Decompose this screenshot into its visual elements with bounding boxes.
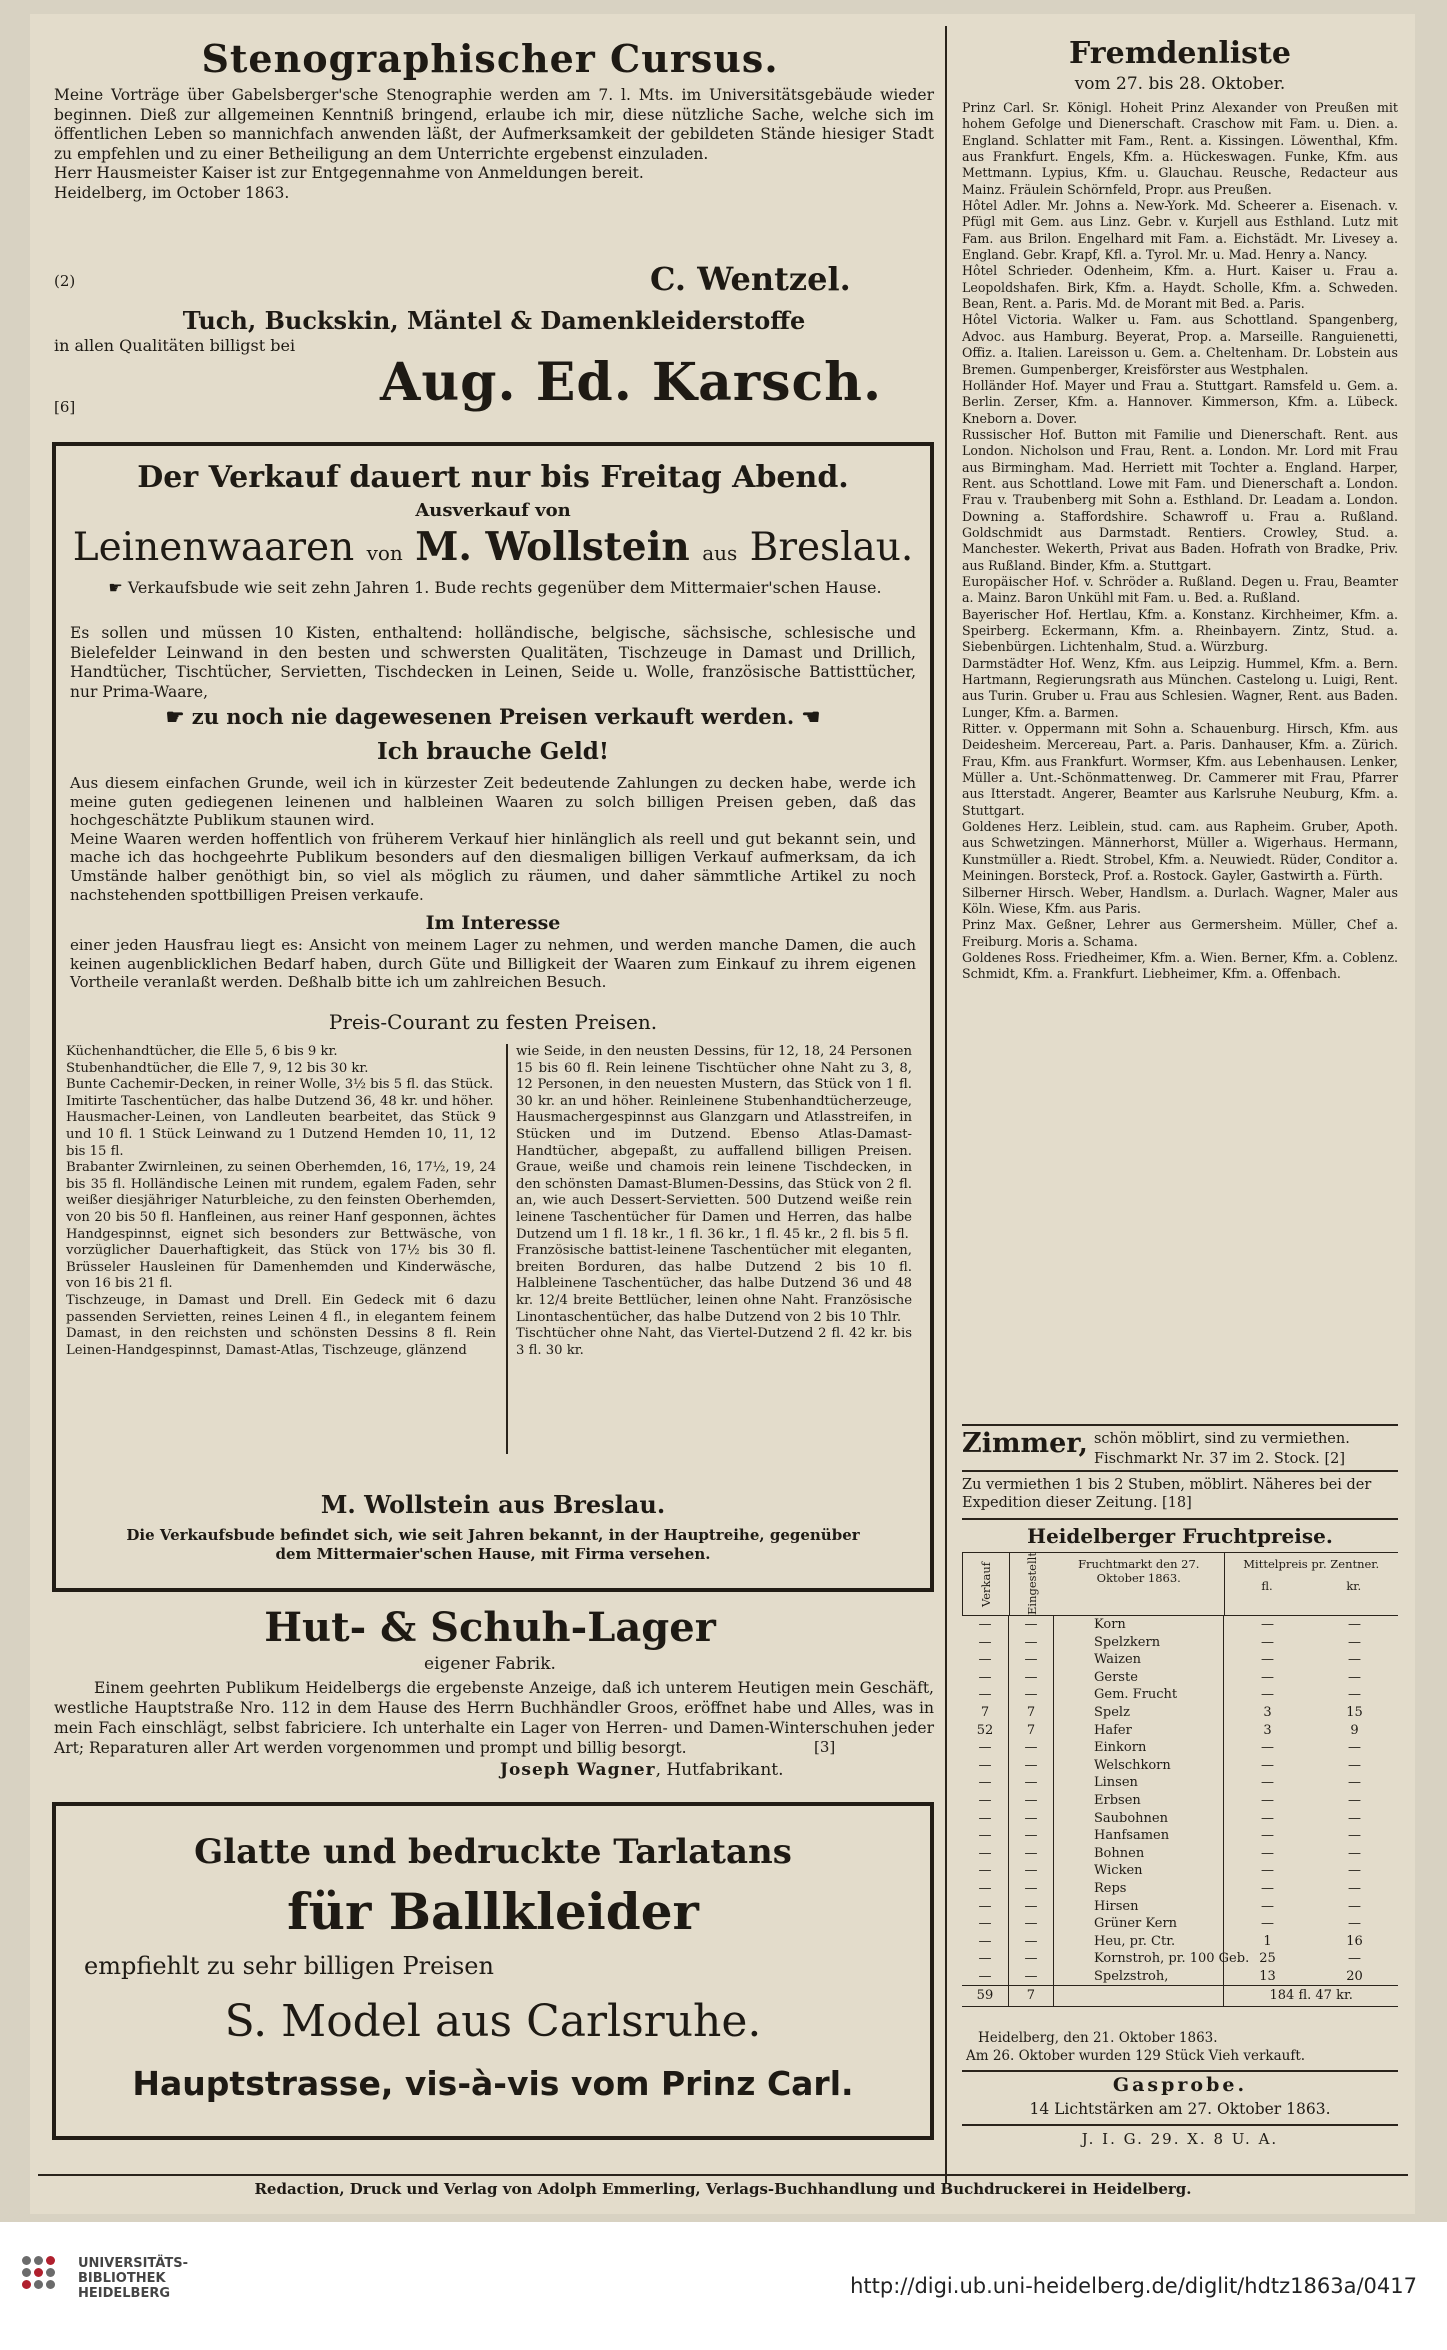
frucht-cell-kr: — xyxy=(1348,1810,1361,1826)
frucht-cell-verkauf: — xyxy=(962,1616,1009,1634)
preis-courant-title: Preis-Courant zu festen Preisen. xyxy=(328,1010,658,1034)
frucht-cell-eingestellt: — xyxy=(1009,1898,1054,1916)
frucht-date: Heidelberg, den 21. Oktober 1863. xyxy=(978,2030,1218,2046)
frucht-cell-name: Kornstroh, pr. 100 Geb. xyxy=(1054,1950,1224,1968)
frucht-head-kr: kr. xyxy=(1346,1579,1362,1593)
frucht-row xyxy=(962,1651,1398,1669)
frucht-cell-eingestellt: 7 xyxy=(1009,1704,1054,1722)
frucht-cell-fl: — xyxy=(1261,1687,1274,1703)
frucht-cell-name: Reps xyxy=(1054,1880,1224,1898)
wollstein-geld: Ich brauche Geld! xyxy=(377,738,609,765)
library-logo[interactable] xyxy=(22,2256,202,2316)
frucht-cell-name: Gerste xyxy=(1054,1669,1224,1687)
frucht-cell-eingestellt: — xyxy=(1009,1686,1054,1704)
jig-line: J. I. G. 29. X. 8 U. A. xyxy=(1081,2130,1279,2148)
frucht-cell-name: Hafer xyxy=(1054,1722,1224,1740)
frucht-row xyxy=(962,1686,1398,1704)
frucht-cell-kr: 15 xyxy=(1346,1704,1363,1720)
frucht-cell-fl: 3 xyxy=(1263,1722,1272,1738)
frucht-cell-verkauf: — xyxy=(962,1774,1009,1792)
frucht-cell-kr: — xyxy=(1348,1845,1361,1861)
frucht-cell-name: Waizen xyxy=(1054,1651,1224,1669)
frucht-cell-verkauf: — xyxy=(962,1669,1009,1687)
frucht-cell-name: Hanfsamen xyxy=(1054,1827,1224,1845)
frucht-cell-eingestellt: — xyxy=(1009,1862,1054,1880)
wollstein-ausverkauf: Ausverkauf von xyxy=(415,500,571,521)
frucht-cell-fl: — xyxy=(1261,1880,1274,1896)
preis-col1: Küchenhandtücher, die Elle 5, 6 bis 9 kr. Stubenhandtücher, die Elle 7, 9, 12 bis 30 kr. Bunte Cachemir-Decken, in reiner Wolle, 3½ bis 5 fl. das Stück. Imitirte Taschentücher, das halbe Dutzend 36, 48 kr. und höher. Hausmacher-Leinen, von Landleuten bearbeitet, das Stück 9 und 10 fl. 1 Stück Leinwand zu 1 Dutzend Hemden 10, 11, 12 bis 15 fl. Brabanter Zwirnleinen, zu seinen Oberhemden, 16, 17½, 19, 24 bis 35 fl. Holländische Leinen mit rundem, egalem Faden, sehr weißer diesjähriger Naturbleiche, zu den feinsten Oberhemden, von 20 bis 50 fl. Hanfleinen, aus reiner Hanf gesponnen, ächtes Handgespinnst, eignet sich besonders zur Bettwäsche, von vorzüglicher Dauerhaftigkeit, das Stück von 17½ bis 30 fl. Brüsseler Hausleinen für Damenhemden und Kinderwäsche, von 16 bis 21 fl. Tischzeuge, in Damast und Drell. Ein Gedeck mit 6 dazu passenden Servietten, reines Leinen 4 fl., in elegantem feinem Damast, in den reichsten und schönsten Dessins 8 fl. Rein Leinen-Handgespinnst, Damast-Atlas, Tischzeuge, glänzend xyxy=(66,1044,496,1358)
frucht-cell-verkauf: — xyxy=(962,1686,1009,1704)
fremdenliste-title: Fremdenliste xyxy=(1069,36,1291,71)
frucht-cell-name: Gem. Frucht xyxy=(1054,1686,1224,1704)
frucht-cell-verkauf: — xyxy=(962,1968,1009,1986)
frucht-cell-eingestellt: — xyxy=(1009,1950,1054,1968)
wollstein-headline xyxy=(70,524,916,570)
logo-dots-icon xyxy=(22,2256,66,2300)
frucht-cell-name: Spelz xyxy=(1054,1704,1224,1722)
frucht-cell-fl: 25 xyxy=(1259,1951,1276,1967)
frucht-rule-top xyxy=(962,1518,1398,1520)
frucht-row xyxy=(962,1616,1398,1634)
hut-body: Einem geehrten Publikum Heidelbergs die ergebenste Anzeige, daß ich unterem Heutigen mein Geschäft, westliche Hauptstraße Nro. 112 in dem Hause des Herrn Buchhändler Groos, eröffnet habe und Alles, was in mein Fach einschlägt, selbst fabriciere. Ich unterhalte ein Lager von Herren- und Damen-Winterschuhen jeder Art; Reparaturen aller Art werden vorgenommen und prompt und billig besorgt. xyxy=(54,1679,934,1757)
frucht-cell-fl: — xyxy=(1261,1634,1274,1650)
frucht-row xyxy=(962,1915,1398,1933)
frucht-cell-eingestellt: — xyxy=(1009,1880,1054,1898)
steno-title: Stenographischer Cursus. xyxy=(201,36,779,81)
frucht-cell-fl: — xyxy=(1261,1828,1274,1844)
frucht-cell-kr: — xyxy=(1348,1652,1361,1668)
library-footer xyxy=(0,2222,1447,2350)
wollstein-foot: Die Verkaufsbude befindet sich, wie seit Jahren bekannt, in der Hauptreihe, gegenüber dem Mittermaier'schen Hause, mit Firma versehen. xyxy=(126,1526,860,1563)
frucht-cell-kr: — xyxy=(1348,1634,1361,1650)
frucht-cell-eingestellt: — xyxy=(1009,1933,1054,1951)
frucht-cell-eingestellt: — xyxy=(1009,1792,1054,1810)
frucht-cell-kr: — xyxy=(1348,1669,1361,1685)
frucht-head-mittel xyxy=(1225,1553,1399,1615)
frucht-row xyxy=(962,1898,1398,1916)
frucht-row xyxy=(962,1774,1398,1792)
frucht-cell-eingestellt: — xyxy=(1009,1634,1054,1652)
frucht-row xyxy=(962,1880,1398,1898)
frucht-row xyxy=(962,1968,1398,1986)
frucht-row xyxy=(962,1933,1398,1951)
frucht-cell-kr: — xyxy=(1348,1792,1361,1808)
frucht-cell-name: Saubohnen xyxy=(1054,1810,1224,1828)
headline-breslau: Breslau. xyxy=(749,525,914,570)
frucht-cell-kr: — xyxy=(1348,1916,1361,1932)
frucht-head-markt: Fruchtmarkt den 27. Oktober 1863. xyxy=(1054,1553,1225,1615)
fruchtpreise-title: Heidelberger Fruchtpreise. xyxy=(1027,1524,1333,1548)
frucht-cell-fl: — xyxy=(1261,1652,1274,1668)
frucht-row xyxy=(962,1792,1398,1810)
frucht-cell-name: Einkorn xyxy=(1054,1739,1224,1757)
frucht-cell-verkauf: — xyxy=(962,1810,1009,1828)
frucht-total-verkauf: 59 xyxy=(962,1986,1009,2006)
library-name-2: BIBLIOTHEK xyxy=(78,2271,166,2286)
frucht-head-eingestellt: Eingestellt xyxy=(1009,1553,1054,1615)
frucht-cell-fl: 1 xyxy=(1263,1933,1272,1949)
frucht-cell-fl: — xyxy=(1261,1669,1274,1685)
frucht-cell-verkauf: — xyxy=(962,1933,1009,1951)
frucht-cell-eingestellt: — xyxy=(1009,1739,1054,1757)
gas-rule xyxy=(962,2070,1398,2072)
frucht-cell-verkauf: — xyxy=(962,1845,1009,1863)
hut-sig-name: Joseph Wagner xyxy=(500,1760,656,1780)
tarlatan-line1: Glatte und bedruckte Tarlatans xyxy=(194,1832,792,1872)
frucht-cell-kr: — xyxy=(1348,1617,1361,1632)
steno-signature: C. Wentzel. xyxy=(650,260,851,298)
frucht-cell-eingestellt: — xyxy=(1009,1616,1054,1634)
frucht-cell-kr: — xyxy=(1348,1880,1361,1896)
source-url[interactable]: http://digi.ub.uni-heidelberg.de/diglit/hdtz1863a/0417 xyxy=(850,2274,1417,2298)
steno-number: (2) xyxy=(54,272,76,290)
frucht-cell-name: Bohnen xyxy=(1054,1845,1224,1863)
frucht-row xyxy=(962,1634,1398,1652)
frucht-cell-verkauf: — xyxy=(962,1739,1009,1757)
frucht-note: Am 26. Oktober wurden 129 Stück Vieh verkauft. xyxy=(966,2048,1306,2064)
frucht-cell-kr: — xyxy=(1348,1757,1361,1773)
frucht-cell-kr: — xyxy=(1348,1863,1361,1879)
frucht-cell-name: Heu, pr. Ctr. xyxy=(1054,1933,1224,1951)
headline-aus: aus xyxy=(702,541,738,565)
frucht-cell-fl: — xyxy=(1261,1845,1274,1861)
frucht-cell-verkauf: 7 xyxy=(962,1704,1009,1722)
frucht-head-verkauf: Verkauf xyxy=(962,1553,1009,1615)
vermieth-rule xyxy=(962,1470,1398,1472)
frucht-cell-fl: 13 xyxy=(1259,1968,1276,1984)
frucht-cell-fl: — xyxy=(1261,1757,1274,1773)
frucht-cell-name: Hirsen xyxy=(1054,1898,1224,1916)
wollstein-title: Der Verkauf dauert nur bis Freitag Abend. xyxy=(137,460,849,495)
frucht-cell-eingestellt: — xyxy=(1009,1810,1054,1828)
frucht-cell-kr: — xyxy=(1348,1775,1361,1791)
frucht-cell-verkauf: 52 xyxy=(962,1722,1009,1740)
frucht-row xyxy=(962,1704,1398,1722)
frucht-cell-fl: — xyxy=(1261,1792,1274,1808)
library-name-3: HEIDELBERG xyxy=(78,2286,171,2301)
frucht-cell-kr: 20 xyxy=(1346,1968,1363,1984)
frucht-cell-kr: — xyxy=(1348,1828,1361,1844)
frucht-cell-fl: — xyxy=(1261,1916,1274,1932)
newspaper-page xyxy=(30,14,1415,2214)
gasprobe-text: 14 Lichtstärken am 27. Oktober 1863. xyxy=(1029,2100,1331,2118)
frucht-row xyxy=(962,1862,1398,1880)
tuch-number: [6] xyxy=(54,398,76,416)
zimmer-ad xyxy=(962,1428,1402,1468)
frucht-row xyxy=(962,1950,1398,1968)
vermieth-ad: Zu vermiethen 1 bis 2 Stuben, möblirt. Näheres bei der Expedition dieser Zeitung. [18] xyxy=(962,1477,1372,1511)
frucht-head-fl: fl. xyxy=(1261,1579,1273,1593)
hut-signature xyxy=(500,1760,784,1780)
frucht-total-spacer xyxy=(1054,1986,1225,2006)
frucht-row xyxy=(962,1845,1398,1863)
gasprobe-title: Gasprobe. xyxy=(1112,2074,1248,2096)
wollstein-never: ☛ zu noch nie dagewesenen Preisen verkauft werden. ☚ xyxy=(165,704,821,729)
frucht-cell-kr: — xyxy=(1348,1740,1361,1756)
tarlatan-line4: S. Model aus Carlsruhe. xyxy=(224,1996,762,2047)
frucht-cell-fl: — xyxy=(1261,1617,1274,1632)
frucht-row xyxy=(962,1757,1398,1775)
frucht-cell-verkauf: — xyxy=(962,1898,1009,1916)
frucht-cell-kr: — xyxy=(1348,1687,1361,1703)
tarlatan-line2: für Ballkleider xyxy=(287,1882,699,1941)
frucht-row xyxy=(962,1827,1398,1845)
tuch-subline: in allen Qualitäten billigst bei xyxy=(54,336,296,355)
frucht-cell-eingestellt: — xyxy=(1009,1845,1054,1863)
frucht-cell-name: Korn xyxy=(1054,1616,1224,1634)
zimmer-text: schön möblirt, sind zu vermiethen. Fischmarkt Nr. 37 im 2. Stock. [2] xyxy=(1093,1431,1350,1467)
frucht-cell-verkauf: — xyxy=(962,1862,1009,1880)
frucht-cell-verkauf: — xyxy=(962,1792,1009,1810)
steno-body: Meine Vorträge über Gabelsberger'sche Stenographie werden am 7. l. Mts. im Universitätsgebäude wieder beginnen. Dieß zur allgemeinen Kenntniß bringend, erlaube ich mir, diese nützliche Sache, welche sich im öffentlichen Leben so mannichfach anwenden läßt, der Aufmerksamkeit der gebildeten Stände hiesiger Stadt zu empfehlen und zu einer Betheiligung an dem Unterrichte ergebenst einzuladen. Herr Hausmeister Kaiser ist zur Entgegennahme von Anmeldungen bereit. Heidelberg, im October 1863. xyxy=(54,86,934,202)
preis-col2: wie Seide, in den neusten Dessins, für 12, 18, 24 Personen 15 bis 60 fl. Rein leinene Tischtücher ohne Naht zu 3, 8, 12 Personen, in den neuesten Mustern, das Stück von 1 fl. 30 kr. an und höher. Reinleinene Stubenhandtücherzeuge, Hausmachergespinnst aus Glanzgarn und Atlasstreifen, in Stücken und im Dutzend. Ebenso Atlas-Damast-Handtücher, abgepaßt, zu auffallend billigen Preisen. Graue, weiße und chamois rein leinene Tischdecken, in den schönsten Damast-Blumen-Dessins, das Stück von 2 fl. an, wie auch Dessert-Servietten. 500 Dutzend weiße rein leinene Taschentücher für Damen und Herren, das halbe Dutzend um 1 fl. 18 kr., 1 fl. 36 kr., 1 fl. 45 kr., 2 fl. bis 5 fl. Französische battist-leinene Taschentücher mit eleganten, breiten Borduren, das halbe Dutzend 2 bis 10 fl. Halbleinene Taschentücher, das halbe Dutzend 36 und 48 kr. 12/4 breite Bettlücher, leinen ohne Naht. Französische Linontaschentücher, das halbe Dutzend von 2 bis 10 Thlr. Tischtücher ohne Naht, das Viertel-Dutzend 2 fl. 42 kr. bis 3 fl. 30 kr. xyxy=(516,1044,912,1358)
frucht-cell-verkauf: — xyxy=(962,1634,1009,1652)
frucht-cell-eingestellt: — xyxy=(1009,1669,1054,1687)
hut-sig-title: , Hutfabrikant. xyxy=(655,1760,784,1780)
frucht-cell-kr: 9 xyxy=(1350,1722,1359,1738)
frucht-cell-eingestellt: — xyxy=(1009,1827,1054,1845)
frucht-cell-eingestellt: — xyxy=(1009,1968,1054,1986)
hut-title: Hut- & Schuh-Lager xyxy=(264,1604,716,1651)
frucht-cell-fl: — xyxy=(1261,1810,1274,1826)
frucht-cell-verkauf: — xyxy=(962,1651,1009,1669)
fremdenliste-body: Prinz Carl. Sr. Königl. Hoheit Prinz Alexander von Preußen mit hohem Gefolge und Dienerschaft. Craschow mit Fam. u. Dien. a. England. Schlatter mit Fam., Rent. a. Kissingen. Löwenthal, Kfm. aus Frankfurt. Engels, Kfm. a. Hückeswagen. Funke, Kfm. aus Mettmann. Lypius, Kfm. u. Glauchau. Reusche, Redacteur aus Mainz. Fräulein Schörnfeld, Propr. aus Preußen. Hôtel Adler. Mr. Johns a. New-York. Md. Scheerer a. Eisenach. v. Pfügl mit Gem. aus Linz. Gebr. v. Kurjell aus Esthland. Lutz mit Fam. aus Brilon. Engelhard mit Fam. a. Eichstädt. Mr. Livesey a. England. Gebr. Krapf, Kfl. a. Tyrol. Mr. u. Mad. Henry a. Nancy. Hôtel Schrieder. Odenheim, Kfm. a. Hurt. Kaiser u. Frau a. Leopoldshafen. Birk, Kfm. a. Haydt. Scholle, Kfm. a. Schweden. Bean, Rent. a. Paris. Md. de Morant mit Bed. a. Paris. Hôtel Victoria. Walker u. Fam. aus Schottland. Spangenberg, Advoc. aus Hamburg. Beyerat, Prop. a. Marseille. Ranguienetti, Offiz. a. Italien. Lareisson u. Gem. a. Cheltenham. Dr. Lobstein aus Bremen. Gumpenberger, Kreisförster aus Westphalen. Holländer Hof. Mayer und Frau a. Stuttgart. Ramsfeld u. Gem. a. Berlin. Zerser, Kfm. a. Hannover. Kimmerson, Kfm. a. Lübeck. Kneborn a. Dover. Russischer Hof. Button mit Familie und Dienerschaft. Rent. aus London. Nicholson und Frau, Rent. a. London. Mr. Lord mit Frau aus Birmingham. Mad. Herriett mit Tochter a. England. Harper, Rent. aus Schottland. Lowe mit Fam. und Dienerschaft a. London. Frau v. Traubenberg mit Sohn a. Esthland. Dr. Leadam a. London. Downing a. Staffordshire. Schawroff u. Frau a. Rußland. Goldschmidt aus Darmstadt. Rentiers. Crowley, Stud. a. Manchester. Wekerth, Privat aus Baden. Hofrath von Bradke, Priv. aus Rußland. Binder, Kfm. a. Stuttgart. Europäischer Hof. v. Schröder a. Rußland. Degen u. Frau, Beamter a. Mainz. Baron Unkühl mit Fam. u. Bed. a. Rußland. Bayerischer Hof. Hertlau, Kfm. a. Konstanz. Kirchheimer, Kfm. a. Speirberg. Eckermann, Kfm. a. Rheinbayern. Zintz, Stud. a. Siebenbürgen. Lichtenhalm, Stud. a. Würzburg. Darmstädter Hof. Wenz, Kfm. aus Leipzig. Hummel, Kfm. a. Bern. Hartmann, Regierungsrath aus München. Castelong u. Luigi, Rent. aus Turin. Gruber u. Frau aus Schlesien. Wagner, Rent. aus Baden. Lunger, Kfm. a. Barmen. Ritter. v. Oppermann mit Sohn a. Schauenburg. Hirsch, Kfm. aus Deidesheim. Mercereau, Part. a. Paris. Danhauser, Kfm. a. Zürich. Frau, Kfm. aus Frankfurt. Wormser, Kfm. aus Lebenhausen. Lenker, Müller a. Unt.-Schönmattenweg. Dr. Cammerer mit Frau, Pfarrer aus Itterstadt. Angerer, Beamter aus Karlsruhe Neuburg, Kfm. a. Stuttgart. Goldenes Herz. Leiblein, stud. cam. aus Rapheim. Gruber, Apoth. aus Schwetzingen. Männerhorst, Müller a. Wigerhaus. Hermann, Kunstmüller a. Riedt. Strobel, Kfm. a. Neuwiedt. Rüder, Conditor a. Meiningen. Borsteck, Prof. a. Rostock. Gayler, Gastwirth a. Fürth. Silberner Hirsch. Weber, Handlsm. a. Durlach. Wagner, Maler aus Köln. Wiese, Kfm. aus Paris. Prinz Max. Geßner, Lehrer aus Germersheim. Müller, Chef a. Freiburg. Moris a. Schama. Goldenes Ross. Friedheimer, Kfm. a. Wien. Berner, Kfm. a. Coblenz. Schmidt, Kfm. a. Frankfurt. Liebheimer, Kfm. a. Offenbach. xyxy=(962,100,1398,982)
frucht-cell-eingestellt: — xyxy=(1009,1915,1054,1933)
frucht-cell-name: Spelzstroh, xyxy=(1054,1968,1224,1986)
zimmer-big: Zimmer, xyxy=(962,1428,1088,1459)
wollstein-body1: Es sollen und müssen 10 Kisten, enthaltend: holländische, belgische, sächsische, schlesische und Bielefelder Leinwand in den besten und schwersten Qualitäten, Tischzeuge in Damast und Drillich, Handtücher, Tischtücher, Servietten, Tischdecken in Leinen, Seide u. Wolle, französische Battisttücher, nur Prima-Waare, xyxy=(70,624,916,701)
library-name-1: UNIVERSITÄTS- xyxy=(78,2256,188,2271)
frucht-rows xyxy=(962,1616,1398,1985)
wollstein-body3: einer jeden Hausfrau liegt es: Ansicht von meinem Lager zu nehmen, und werden manche Damen, die auch keinen augenblicklichen Bedarf haben, durch Güte und Billigkeit der Waaren zum Einkauf zu ihrem eigenen Vortheile veranlaßt werden. Deßhalb bitte ich um zahlreichen Besuch. xyxy=(70,936,916,992)
karsch-name: Aug. Ed. Karsch. xyxy=(380,352,883,413)
frucht-row xyxy=(962,1722,1398,1740)
frucht-cell-fl: — xyxy=(1261,1863,1274,1879)
frucht-cell-fl: — xyxy=(1261,1740,1274,1756)
hut-number: [3] xyxy=(814,1738,836,1756)
frucht-row xyxy=(962,1810,1398,1828)
fremdenliste-date: vom 27. bis 28. Oktober. xyxy=(1074,74,1286,94)
frucht-cell-verkauf: — xyxy=(962,1827,1009,1845)
frucht-cell-verkauf: — xyxy=(962,1915,1009,1933)
column-divider xyxy=(945,26,947,2184)
imprint-rule xyxy=(38,2174,1408,2176)
frucht-cell-kr: 16 xyxy=(1346,1933,1363,1949)
frucht-cell-eingestellt: 7 xyxy=(1009,1722,1054,1740)
frucht-cell-name: Spelzkern xyxy=(1054,1634,1224,1652)
frucht-row xyxy=(962,1669,1398,1687)
fruchtpreise-table xyxy=(962,1552,1398,2007)
frucht-cell-name: Linsen xyxy=(1054,1774,1224,1792)
frucht-cell-kr: — xyxy=(1348,1898,1361,1914)
jig-rule xyxy=(962,2124,1398,2126)
frucht-cell-name: Grüner Kern xyxy=(1054,1915,1224,1933)
frucht-cell-name: Welschkorn xyxy=(1054,1757,1224,1775)
headline-von: von xyxy=(366,541,403,565)
frucht-row xyxy=(962,1739,1398,1757)
frucht-cell-eingestellt: — xyxy=(1009,1757,1054,1775)
frucht-total-eingestellt: 7 xyxy=(1009,1986,1054,2006)
frucht-cell-fl: — xyxy=(1261,1898,1274,1914)
frucht-cell-eingestellt: — xyxy=(1009,1774,1054,1792)
frucht-cell-fl: 3 xyxy=(1263,1704,1272,1720)
tuch-headline: Tuch, Buckskin, Mäntel & Damenkleiderstoffe xyxy=(182,306,806,335)
wollstein-interesse: Im Interesse xyxy=(425,912,561,934)
frucht-head-mittel-label: Mittelpreis pr. Zentner. xyxy=(1243,1557,1380,1571)
frucht-cell-kr: — xyxy=(1348,1951,1361,1967)
frucht-cell-eingestellt: — xyxy=(1009,1651,1054,1669)
frucht-cell-verkauf: — xyxy=(962,1880,1009,1898)
tarlatan-line5: Hauptstrasse, vis-à-vis vom Prinz Carl. xyxy=(132,2064,854,2103)
wollstein-signature: M. Wollstein aus Breslau. xyxy=(320,1490,666,1519)
frucht-cell-name: Wicken xyxy=(1054,1862,1224,1880)
frucht-cell-fl: — xyxy=(1261,1775,1274,1791)
headline-leinenwaaren: Leinenwaaren xyxy=(72,525,355,570)
preis-col-divider xyxy=(506,1044,508,1454)
zimmer-rule xyxy=(962,1424,1398,1426)
frucht-cell-name: Erbsen xyxy=(1054,1792,1224,1810)
frucht-cell-verkauf: — xyxy=(962,1757,1009,1775)
wollstein-bude: ☛ Verkaufsbude wie seit zehn Jahren 1. Bude rechts gegenüber dem Mittermaier'schen Hause. xyxy=(108,578,882,597)
frucht-cell-verkauf: — xyxy=(962,1950,1009,1968)
headline-wollstein: M. Wollstein xyxy=(415,524,690,570)
hut-sub: eigener Fabrik. xyxy=(424,1654,556,1674)
wollstein-body2: Aus diesem einfachen Grunde, weil ich in kürzester Zeit bedeutende Zahlungen zu decken habe, werde ich meine guten gediegenen leinenen und halbleinen Waaren zu solch billigen Preisen geben, daß das hochgeschätzte Publikum staunen wird. Meine Waaren werden hoffentlich von früherem Verkauf hier hinlänglich als reell und gut bekannt sein, und mache ich das hochgeehrte Publikum besonders auf den diesmaligen billigen Verkauf aufmerksam, da ich Umstände halber genöthigt bin, so viel als möglich zu räumen, und daher sämmtliche Artikel zu noch nachstehenden spottbilligen Preisen verkaufe. xyxy=(70,774,916,904)
frucht-total-sum: 184 fl. 47 kr. xyxy=(1269,1988,1353,2004)
tarlatan-line3: empfiehlt zu sehr billigen Preisen xyxy=(84,1952,494,1980)
imprint-line: Redaction, Druck und Verlag von Adolph Emmerling, Verlags-Buchhandlung und Buchdruckerei in Heidelberg. xyxy=(254,2180,1192,2198)
